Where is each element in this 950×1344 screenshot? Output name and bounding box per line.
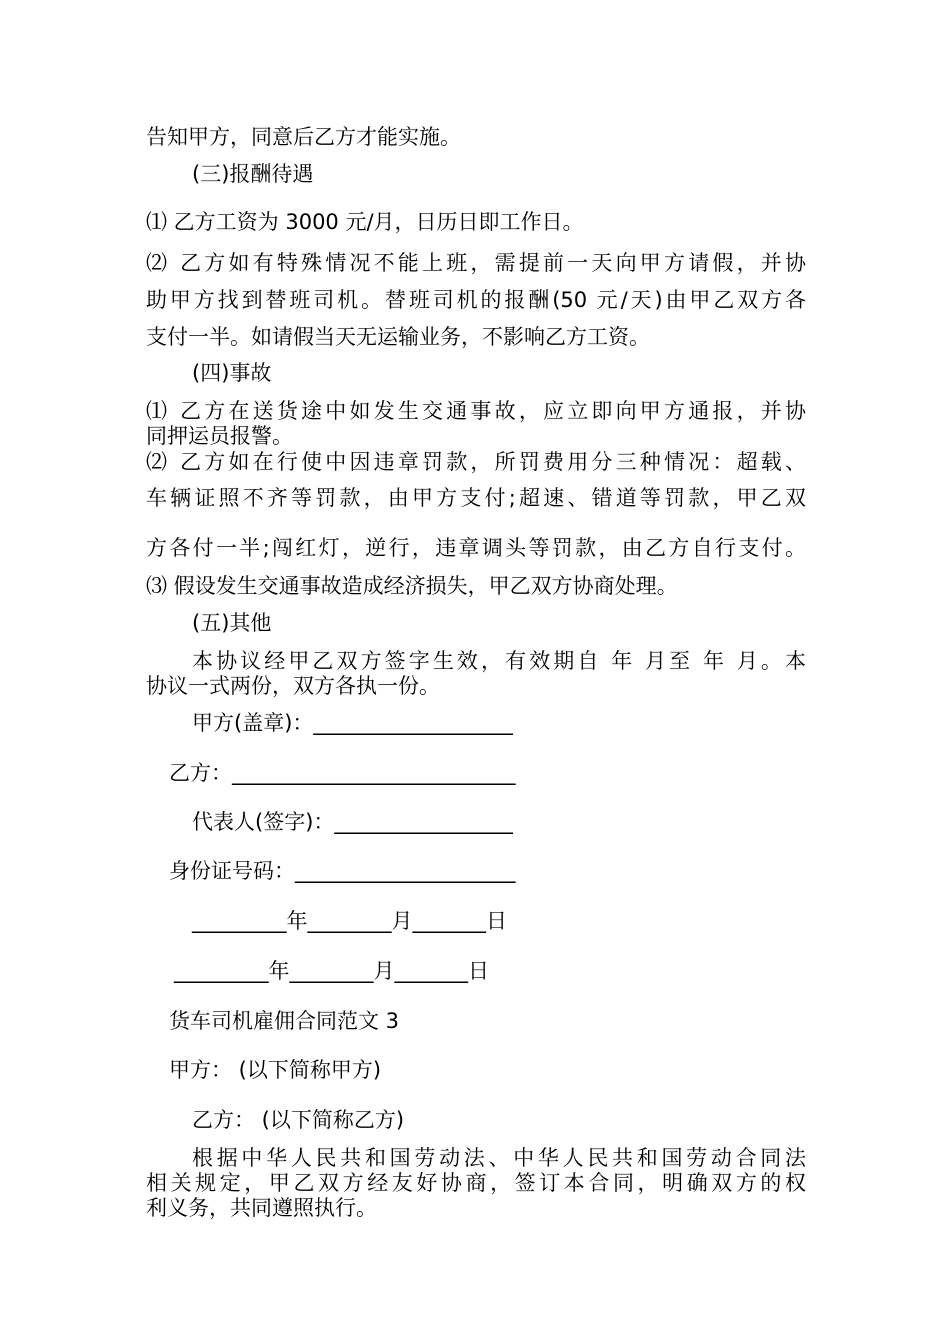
section-heading-4: (四)事故 xyxy=(192,361,272,385)
list-item-3-2-line-2: 助甲方找到替班司机。替班司机的报酬(50 元/天)由甲乙双方各 xyxy=(146,288,806,312)
paragraph-5-line-1: 本协议经甲乙双方签字生效，有效期自 年 月至 年 月。本 xyxy=(192,649,806,673)
list-item-4-3: ⑶ 假设发生交通事故造成经济损失，甲乙双方协商处理。 xyxy=(146,574,678,598)
signature-party-b: 乙方：___________________________ xyxy=(169,761,516,785)
list-item-4-1-line-1: ⑴ 乙方在送货途中如发生交通事故，应立即向甲方通报，并协 xyxy=(146,399,806,423)
contract-3-intro-line-1: 根据中华人民共和国劳动法、中华人民共和国劳动合同法 xyxy=(192,1146,806,1170)
paragraph-line: 告知甲方，同意后乙方才能实施。 xyxy=(146,125,461,149)
contract-3-intro-line-3: 利义务，共同遵照执行。 xyxy=(146,1196,377,1220)
paragraph-5-line-2: 协议一式两份，双方各执一份。 xyxy=(146,674,440,698)
list-item-4-2-line-3: 方各付一半;闯红灯，逆行，违章调头等罚款，由乙方自行支付。 xyxy=(146,536,806,560)
signature-date-2: _________年________月_______日 xyxy=(174,959,489,983)
section-heading-5: (五)其他 xyxy=(192,611,272,635)
list-item-3-1: ⑴ 乙方工资为 3000 元/月，日历日即工作日。 xyxy=(146,210,584,234)
contract-3-party-a: 甲方： (以下简称甲方) xyxy=(169,1058,382,1082)
contract-3-party-b: 乙方： (以下简称乙方) xyxy=(192,1108,405,1132)
list-item-4-2-line-2: 车辆证照不齐等罚款，由甲方支付;超速、错道等罚款，甲乙双 xyxy=(146,486,806,510)
list-item-3-2-line-3: 支付一半。如请假当天无运输业务，不影响乙方工资。 xyxy=(146,325,650,349)
list-item-4-2-line-1: ⑵ 乙方如在行使中因违章罚款，所罚费用分三种情况：超载、 xyxy=(146,450,806,474)
signature-date-1: _________年________月_______日 xyxy=(192,909,507,933)
section-heading-3: (三)报酬待遇 xyxy=(192,162,314,186)
signature-id-number: 身份证号码：_____________________ xyxy=(169,859,516,883)
list-item-4-1-line-2: 同押运员报警。 xyxy=(146,424,293,448)
list-item-3-2-line-1: ⑵ 乙方如有特殊情况不能上班，需提前一天向甲方请假，并协 xyxy=(146,251,806,275)
signature-representative: 代表人(签字)：_________________ xyxy=(192,810,513,834)
signature-party-a: 甲方(盖章)：___________________ xyxy=(192,711,513,735)
contract-3-intro-line-2: 相关规定，甲乙双方经友好协商，签订本合同，明确双方的权 xyxy=(146,1171,806,1195)
contract-3-title: 货车司机雇佣合同范文 3 xyxy=(169,1009,400,1033)
